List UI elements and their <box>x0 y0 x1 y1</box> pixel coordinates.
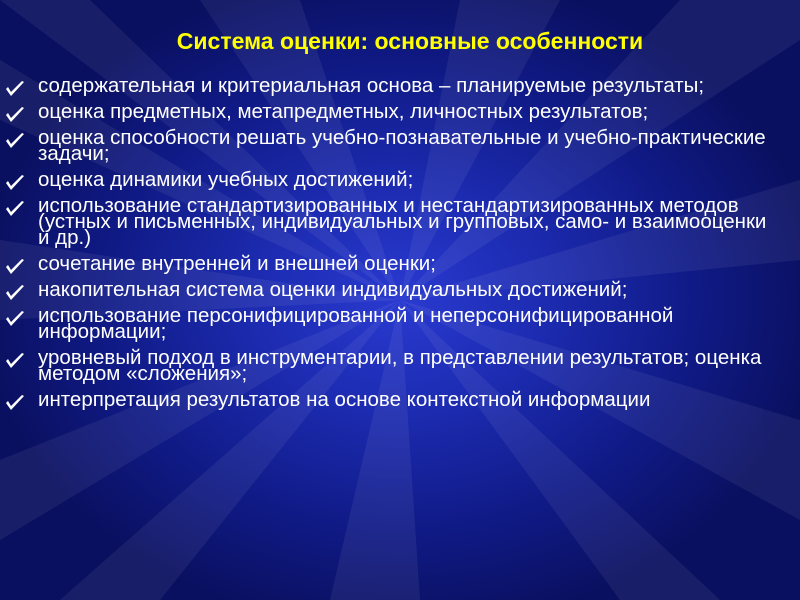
checkmark-icon <box>4 284 26 302</box>
list-item <box>0 74 800 97</box>
list-item-text: использование персонифицированной и неперсонифицированной информации; <box>38 304 674 343</box>
list-item <box>0 100 800 123</box>
list-item-text: оценка динамики учебных достижений; <box>38 168 414 191</box>
checkmark-icon <box>4 352 26 370</box>
list-item-text: сочетание внутренней и внешней оценки; <box>38 252 436 275</box>
list-item-text: использование стандартизированных и нестандартизированных методов (устных и письменных, индивидуальных и групповых, само- и взаимооценки и др.) <box>38 194 767 249</box>
checkmark-icon <box>4 132 26 150</box>
slide-title: Система оценки: основные особенности <box>176 28 644 54</box>
list-item-text: интерпретация результатов на основе контекстной информации <box>38 388 651 411</box>
checkmark-icon <box>4 200 26 218</box>
list-item <box>0 278 800 301</box>
list-item <box>0 346 800 385</box>
list-item <box>0 194 800 249</box>
checkmark-icon <box>4 106 26 124</box>
list-item <box>0 304 800 343</box>
checkmark-icon <box>4 310 26 328</box>
list-item <box>0 126 800 165</box>
list-item-text: уровневый подход в инструментарии, в представлении результатов; оценка методом «сложения»; <box>38 346 762 385</box>
checkmark-icon <box>4 258 26 276</box>
checkmark-icon <box>4 394 26 412</box>
bullet-list <box>0 76 800 416</box>
list-item-text: оценка предметных, метапредметных, личностных результатов; <box>38 100 649 123</box>
checkmark-icon <box>4 174 26 192</box>
list-item <box>0 252 800 275</box>
list-item-text: накопительная система оценки индивидуальных достижений; <box>38 278 628 301</box>
checkmark-icon <box>4 80 26 98</box>
list-item-text: содержательная и критериальная основа – планируемые результаты; <box>38 74 705 97</box>
list-item <box>0 168 800 191</box>
list-item <box>0 388 800 411</box>
list-item-text: оценка способности решать учебно-познавательные и учебно-практические задачи; <box>38 126 766 165</box>
